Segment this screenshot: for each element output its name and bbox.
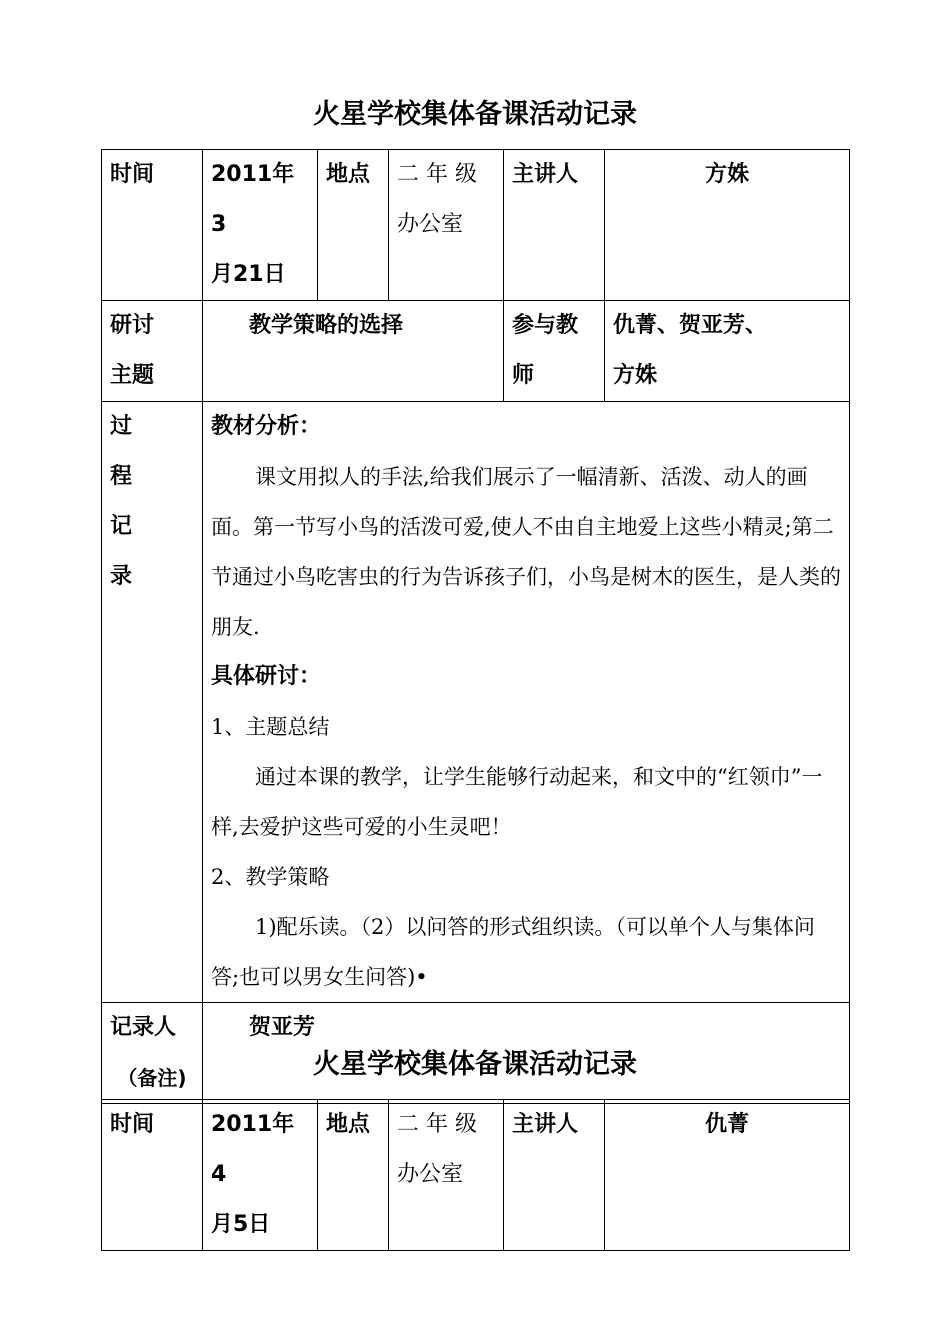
- speaker-value-2: 仇菁: [605, 1100, 850, 1251]
- row-time-place-2: [102, 1100, 850, 1251]
- row-time-place: [102, 150, 850, 301]
- place-label: 地点: [318, 150, 389, 301]
- time-value-2-line1: 2011年4: [211, 1112, 295, 1187]
- time-label: 时间: [102, 150, 203, 301]
- place-value-2-line1: 二 年 级: [397, 1112, 477, 1137]
- place-value-line2: 办公室: [397, 212, 464, 237]
- recorder-label-line2: （备注): [117, 1066, 187, 1090]
- process-label-char2: 程: [110, 464, 133, 489]
- process-label-char3: 记: [110, 514, 133, 539]
- place-value: [389, 150, 504, 301]
- record-table-2: [101, 1099, 850, 1251]
- time-value: [203, 150, 318, 301]
- record-title-1: 火星学校集体备课活动记录: [313, 99, 637, 130]
- place-value-2: [389, 1100, 504, 1251]
- speaker-value: 方姝: [605, 150, 850, 301]
- record-table-1: [101, 149, 850, 1104]
- analysis-heading: 教材分析：: [211, 414, 322, 439]
- topic-value: 教学策略的选择: [203, 301, 504, 402]
- recorder-value: 贺亚芳: [203, 1003, 850, 1104]
- item1-title: 1、主题总结: [211, 715, 330, 739]
- topic-label-line2: 主题: [110, 363, 155, 388]
- process-label-char4: 录: [110, 564, 133, 589]
- record-title-2: 火星学校集体备课活动记录: [313, 1049, 637, 1080]
- topic-label-line1: 研讨: [110, 313, 155, 338]
- recorder-label-line1: 记录人: [110, 1015, 177, 1040]
- time-value-2-line2: 月5日: [211, 1212, 271, 1237]
- process-label-char1: 过: [110, 414, 133, 439]
- item1-text: 通过本课的教学，让学生能够行动起来，和文中的“红领巾”一样,去爱护这些可爱的小生灵吧！: [211, 765, 823, 839]
- teachers-label: [504, 301, 605, 402]
- teachers-value: [605, 301, 850, 402]
- speaker-label: 主讲人: [504, 150, 605, 301]
- item2-text: 1)配乐读。（2）以问答的形式组织读。（可以单个人与集体问答;也可以男女生问答)•: [211, 915, 815, 989]
- time-value-line1: 2011年3: [211, 162, 295, 237]
- time-value-line2: 月21日: [211, 262, 286, 287]
- row-topic: [102, 301, 850, 402]
- time-value-2: [203, 1100, 318, 1251]
- place-value-line1: 二 年 级: [397, 162, 477, 187]
- process-content: [203, 402, 850, 1003]
- process-label: [102, 402, 203, 1003]
- teachers-label-line1: 参与教: [512, 313, 579, 338]
- place-value-2-line2: 办公室: [397, 1162, 464, 1187]
- place-label-2: 地点: [318, 1100, 389, 1251]
- speaker-label-2: 主讲人: [504, 1100, 605, 1251]
- teachers-value-line1: 仇菁、贺亚芳、: [613, 313, 768, 338]
- topic-label: [102, 301, 203, 402]
- item2-title: 2、教学策略: [211, 865, 330, 889]
- discussion-heading: 具体研讨：: [211, 664, 322, 689]
- time-label-2: 时间: [102, 1100, 203, 1251]
- teachers-value-line2: 方姝: [613, 363, 658, 388]
- analysis-text: 课文用拟人的手法,给我们展示了一幅清新、活泼、动人的画面。第一节写小鸟的活泼可爱,使人不由自主地爱上这些小精灵;第二节通过小鸟吃害虫的行为告诉孩子们，小鸟是树木的医生，是人类的朋友.: [211, 465, 841, 639]
- row-process: [102, 402, 850, 1003]
- teachers-label-line2: 师: [512, 363, 535, 388]
